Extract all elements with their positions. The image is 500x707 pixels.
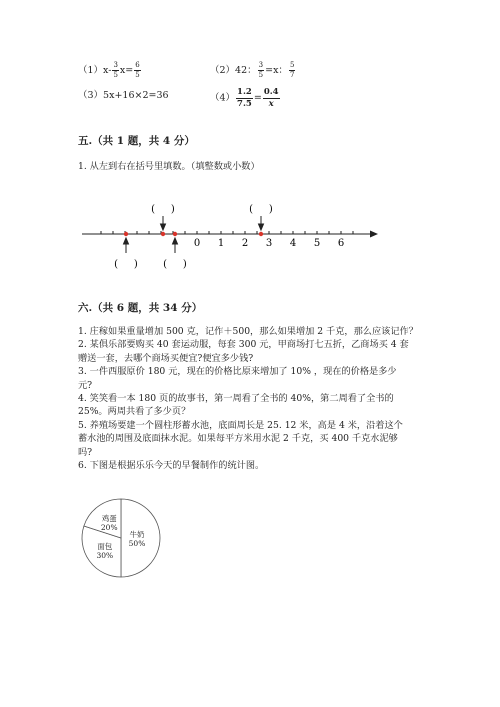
tick-label: 0 [193,238,201,249]
fraction-numerator: 3 [113,61,118,69]
pie-label: 鸡蛋 [101,513,117,523]
tick-label: 3 [265,238,273,249]
question-line: 吗? [78,446,93,458]
section-5-question-1: 1. 从左到右在括号里填数。（填整数或小数） [78,161,260,172]
question-line: 2. 某俱乐部要购买 40 套运动服，每套 300 元，甲商场打七五折，乙商场买 4 套 [78,339,409,351]
equation-part: = [253,92,262,104]
question-line: 6. 下图是根据乐乐今天的早餐制作的统计图。 [78,460,265,472]
pie-value-label: 50% [128,539,146,548]
fraction-denominator: 5 [258,71,264,79]
number-line-point [124,232,128,236]
question-line: 25%。两周共看了多少页？ [78,406,191,418]
number-line-arrowhead [370,231,378,238]
equation-part: =x： [265,65,288,76]
up-arrow-icon [173,238,178,253]
fraction-denominator: 5 [113,71,118,79]
question-line: 4. 笑笑看一本 180 页的故事书，第一周看了全书的 40%，第二周看了全书的 [78,393,394,405]
equation-part: x- [103,65,112,76]
bracket-bottom-1: ( ) [114,259,138,270]
tick-label: 4 [289,238,297,249]
equation-label: （3） [78,90,104,101]
equation-text: 5x+16×2=36 [103,90,169,101]
down-arrow-icon [161,216,166,230]
equation-part: 42： [235,65,257,76]
fraction-numerator: 5 [289,61,295,69]
bracket-top-1: ( ) [151,204,175,215]
fraction-numerator: 1.2 [237,87,252,97]
up-arrow-icon [124,238,129,253]
tick-label: 1 [217,238,225,249]
question-line: 1. 庄稼如果重量增加 500 克，记作＋500，那么如果增加 2 千克，那么应该记作？ [78,326,418,337]
pie-chart [80,497,162,579]
fraction-denominator: 5 [135,71,140,79]
question-line: 5. 养殖场要建一个圆柱形蓄水池，底面周长是 25. 12 米，高是 4 米，沿着这个 [78,419,403,431]
equation-label: （4） [210,92,236,104]
question-line: 3. 一件西服原价 180 元，现在的价格比原来增加了 10% ，现在的价格是多少 [78,366,397,378]
bracket-top-2: ( ) [249,204,273,215]
number-line-point [259,232,263,236]
section-6-body [78,325,438,472]
number-line-point [161,232,165,236]
question-line: 蓄水池的周围及底面抹水泥。如果每平方米用水泥 2 千克，买 400 千克水泥够 [78,433,398,445]
down-arrow-icon [259,216,264,230]
pie-label: 牛奶 [129,530,145,539]
question-line: 赠送一套，去哪个商场买便宜?便宜多少钱? [78,352,254,364]
pie-value-label: 20% [100,522,118,532]
bracket-bottom-2: ( ) [163,259,187,270]
tick-label: 2 [241,238,249,249]
section-6-heading: 六.（共 6 题，共 34 分） [78,302,203,314]
fraction-numerator: 3 [258,61,264,69]
number-line-point [173,232,177,236]
fraction-denominator: 7 [289,71,295,79]
tick-label: 5 [313,238,321,249]
equation-label: （1） [78,65,104,76]
fraction-numerator: 0.4 [263,87,279,97]
variable-x: x [268,98,274,109]
pie-value-label: 30% [96,550,114,560]
tick-label: 6 [337,238,345,249]
fraction-denominator: 7.5 [237,98,252,109]
fraction-numerator: 6 [135,61,140,69]
section-5-heading: 五.（共 1 题，共 4 分） [78,135,195,147]
question-line: 元? [78,379,93,391]
pie-label: 面包 [97,541,113,551]
equation-part: x= [119,65,134,76]
equation-label: （2） [210,65,236,76]
